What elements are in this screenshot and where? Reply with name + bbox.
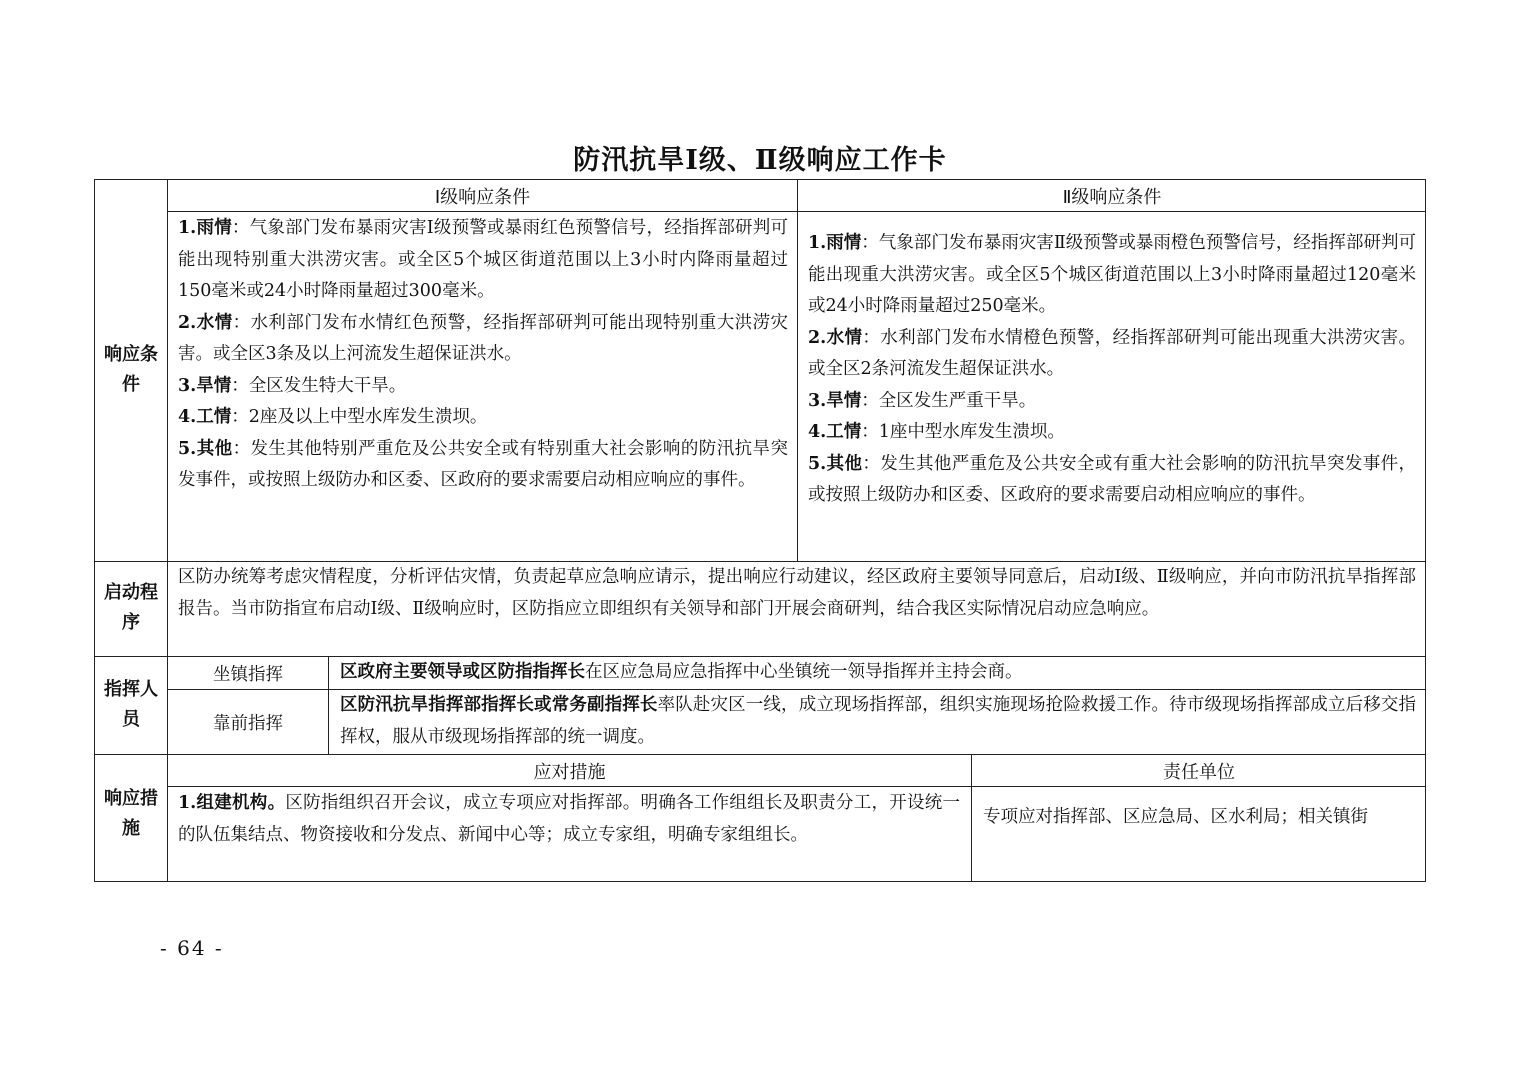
conditions-side-label: 响应条件 (104, 344, 158, 395)
list-item: 3.旱情：全区发生特大干旱。 (178, 375, 407, 396)
level2-conditions (808, 228, 1416, 512)
table-divider (94, 754, 1426, 755)
seated-command-text: 区政府主要领导或区防指指挥长在区应急局应急指挥中心坐镇统一领导指挥并主持会商。 (340, 662, 1023, 682)
list-item: 1.雨情：气象部门发布暴雨灾害Ⅱ级预警或暴雨橙色预警信号，经指挥部研判可能出现重大洪涝灾害。或全区5个城区街道范围以上3小时降雨量超过120毫米或24小时降雨量超过250毫米。 (808, 233, 1416, 316)
list-item: 1.雨情：气象部门发布暴雨灾害Ⅰ级预警或暴雨红色预警信号，经指挥部研判可能出现特别重大洪涝灾害。或全区5个城区街道范围以上3小时内降雨量超过150毫米或24小时降雨量超过300毫米。 (178, 218, 788, 301)
role-frontline-command: 靠前指挥 (213, 713, 283, 734)
page-title: 防汛抗旱Ⅰ级、Ⅱ级响应工作卡 (573, 145, 947, 176)
command-side-label: 指挥人员 (104, 679, 158, 730)
list-item: 4.工情：1座中型水库发生溃坝。 (808, 422, 1065, 442)
list-item: 2.水情：水利部门发布水情橙色预警，经指挥部研判可能出现重大洪涝灾害。或全区2条河流发生超保证洪水。 (808, 327, 1416, 379)
list-item: 5.其他：发生其他特别严重危及公共安全或有特别重大社会影响的防汛抗旱突发事件，或按照上级防办和区委、区政府的要求需要启动相应响应的事件。 (178, 438, 788, 490)
unit-header: 责任单位 (1163, 762, 1235, 783)
startup-text: 区防办统筹考虑灾情程度，分析评估灾情，负责起草应急响应请示，提出响应行动建议，经区政府主要领导同意后，启动Ⅰ级、Ⅱ级响应，并向市防汛抗旱指挥部报告。当市防指宣布启动Ⅰ级、Ⅱ级响应时，区防指应立即组织有关领导和部门开展会商研判，结合我区实际情况启动应急响应。 (178, 567, 1416, 619)
measure-text: 1.组建机构。区防指组织召开会议，成立专项应对指挥部。明确各工作组组长及职责分工，开设统一的队伍集结点、物资接收和分发点、新闻中心等；成立专家组，明确专家组组长。 (178, 793, 960, 845)
measures-header: 应对措施 (533, 762, 606, 783)
list-item: 3.旱情：全区发生严重干旱。 (808, 390, 1037, 411)
startup-side-label: 启动程序 (104, 582, 158, 633)
page-number: - 64 - (160, 936, 224, 960)
frontline-command-text: 区防汛抗旱指挥部指挥长或常务副指挥长率队赴灾区一线，成立现场指挥部，组织实施现场抢险救援工作。待市级现场指挥部成立后移交指挥权，服从市级现场指挥部的统一调度。 (340, 695, 1417, 747)
table-divider (797, 179, 798, 561)
responsible-unit: 专项应对指挥部、区应急局、区水利局；相关镇街 (983, 807, 1368, 827)
role-seated-command: 坐镇指挥 (213, 664, 283, 685)
table-divider (167, 786, 1426, 787)
list-item: 2.水情：水利部门发布水情红色预警，经指挥部研判可能出现特别重大洪涝灾害。或全区3条及以上河流发生超保证洪水。 (178, 312, 788, 364)
level1-conditions (178, 213, 788, 497)
table-divider (328, 656, 329, 754)
level1-header: Ⅰ级响应条件 (434, 187, 531, 208)
measures-side-label: 响应措施 (104, 788, 158, 839)
list-item: 4.工情：2座及以上中型水库发生溃坝。 (178, 407, 488, 427)
level2-header: Ⅱ级响应条件 (1062, 187, 1162, 208)
list-item: 5.其他：发生其他严重危及公共安全或有重大社会影响的防汛抗旱突发事件，或按照上级防办和区委、区政府的要求需要启动相应响应的事件。 (808, 453, 1416, 505)
